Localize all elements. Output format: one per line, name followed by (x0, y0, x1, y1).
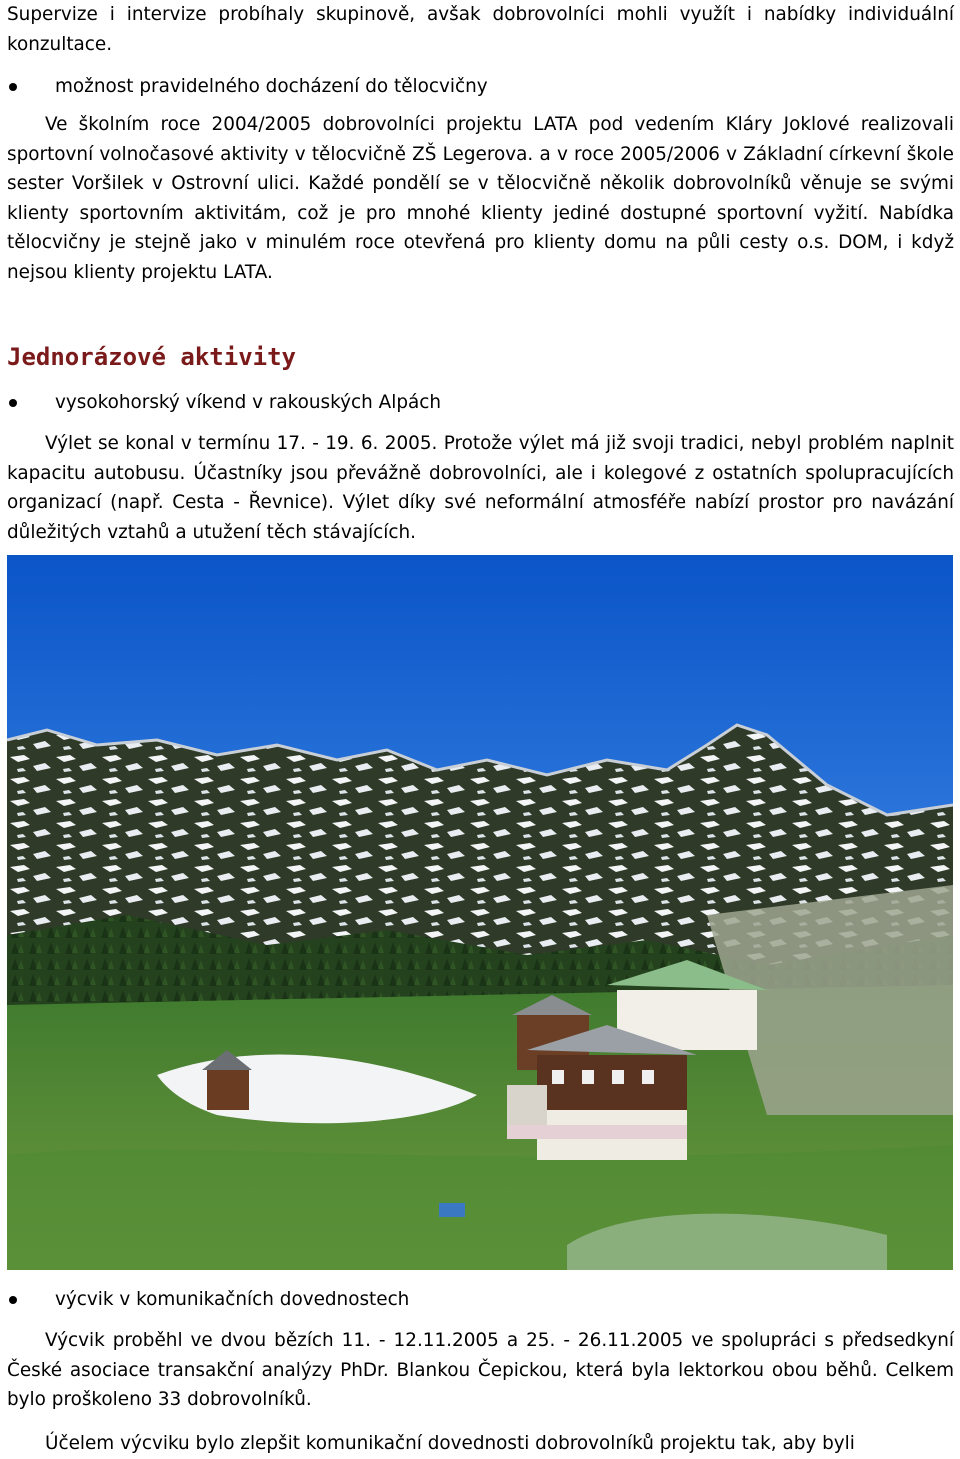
intro-paragraph: Supervize i intervize probíhaly skupinově, avšak dobrovolníci mohli využít i nabídky individuální konzultace. (7, 4, 954, 55)
bullet-trip-label: vysokohorský víkend v rakouských Alpách (55, 392, 442, 413)
alpine-photo (7, 555, 953, 1270)
trip-paragraph: Výlet se konal v termínu 17. - 19. 6. 2005. Protože výlet má již svoji tradici, nebyl problém naplnit kapacitu autobusu. Účastníky jsou převážně dobrovolníci, ale i kolegové z ostatních spolupracujících organizací (např. Cesta - Řevnice). Výlet díky své neformální atmosféře nabízí prostor pro navázání důležitých vztahů a utužení těch stávajících. (7, 433, 954, 543)
training-paragraph: Výcvik proběhl ve dvou bězích 11. - 12.11.2005 a 25. - 26.11.2005 ve spolupráci s předsedkyní České asociace transakční analýzy PhDr. Blankou Čepickou, která byla lektorkou obou běhů. Celkem bylo proškoleno 33 dobrovolníků. (7, 1330, 954, 1411)
bullet-dot-icon (9, 83, 17, 91)
bullet-item-training (7, 1285, 954, 1314)
bullet-dot-icon (9, 399, 17, 407)
training-paragraph-2: Účelem výcviku bylo zlepšit komunikační dovednosti dobrovolníků projektu tak, aby byli (45, 1433, 855, 1454)
bullet-item-gym (7, 72, 954, 101)
bullet-dot-icon (9, 1296, 17, 1304)
bullet-item-trip (7, 388, 954, 417)
bullet-training-label: výcvik v komunikačních dovednostech (55, 1289, 410, 1310)
gym-paragraph: Ve školním roce 2004/2005 dobrovolníci projektu LATA pod vedením Kláry Joklové realizovali sportovní volnočasové aktivity v tělocvičně ZŠ Legerova. a v roce 2005/2006 v Základní církevní škole sester Voršilek v Ostrovní ulici. Každé pondělí se v tělocvičně několik dobrovolníků věnuje se svými klienty sportovním aktivitám, což je pro mnohé klienty jediné dostupné sportovní vyžití. Nabídka tělocvičny je stejně jako v minulém roce otevřená pro klienty domu na půli cesty o.s. DOM, i když nejsou klienty projektu LATA. (7, 114, 954, 283)
section-heading: Jednorázové aktivity (7, 343, 296, 371)
bullet-gym-label: možnost pravidelného docházení do tělocvičny (55, 76, 488, 97)
